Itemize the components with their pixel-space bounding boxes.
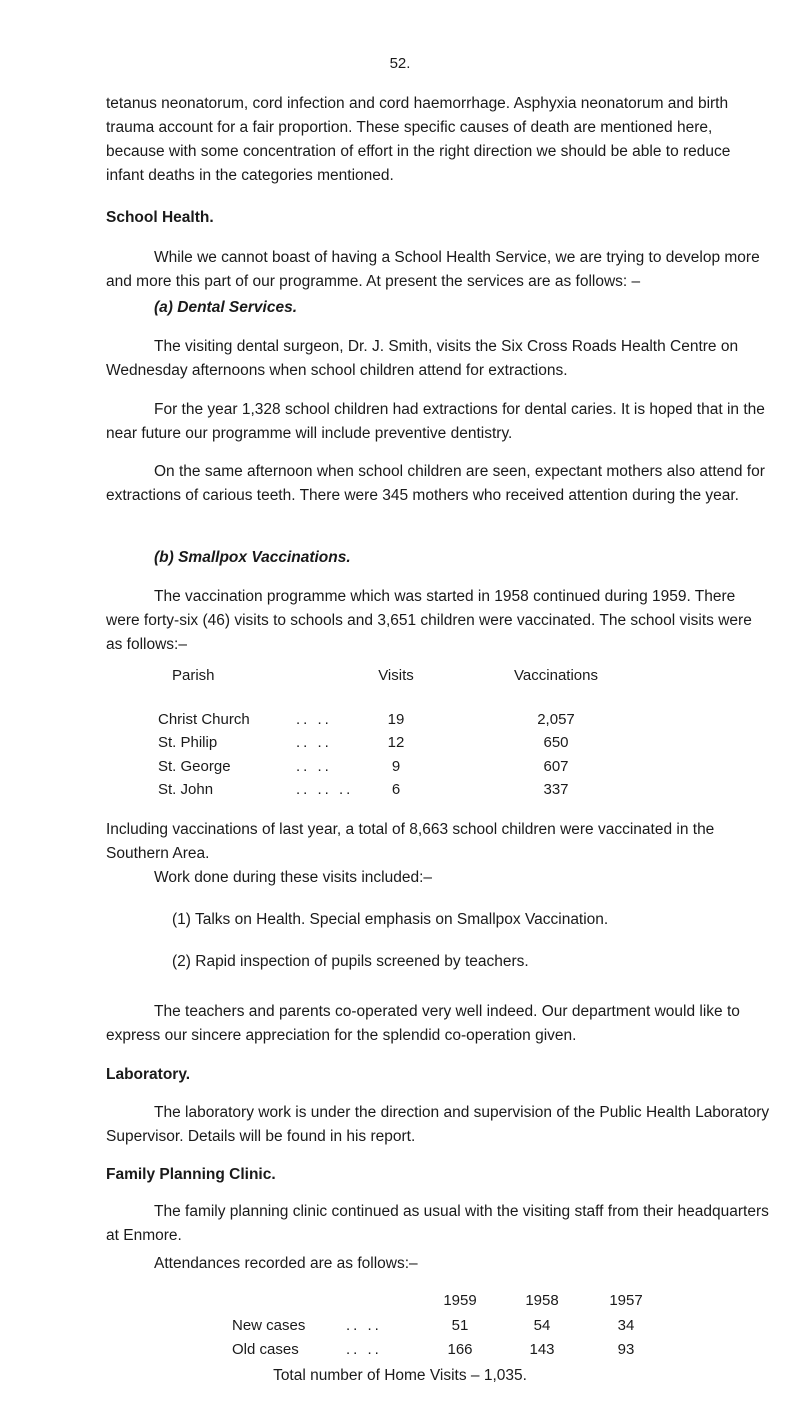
leader-dots: .. .. .. xyxy=(296,780,354,798)
attendance-value: 51 xyxy=(451,1317,469,1335)
attendance-label: Old cases xyxy=(232,1341,299,1359)
visits-value: 12 xyxy=(387,734,405,752)
family-p-block xyxy=(106,1200,770,1248)
attendance-table xyxy=(232,1288,664,1362)
leader-dots: .. .. xyxy=(346,1341,382,1359)
parish-vaccination-table xyxy=(158,664,646,801)
visits-value: 19 xyxy=(387,711,405,728)
teachers-block xyxy=(106,1000,770,1048)
header-spacer xyxy=(326,1288,424,1314)
leader-dots: .. .. xyxy=(296,711,332,728)
dental-paragraph-1: The visiting dental surgeon, Dr. J. Smith, visits the Six Cross Roads Health Centre on Wednesday afternoons when school children attend for extractions. xyxy=(106,338,739,380)
family-planning-paragraph: The family planning clinic continued as usual with the visiting staff from their headquarters at Enmore. xyxy=(106,1203,769,1245)
smallpox-paragraph-2: Including vaccinations of last year, a total of 8,663 school children were vaccinated in the Southern Area. xyxy=(106,821,715,863)
attendance-header-row xyxy=(232,1288,664,1314)
attendance-value: 143 xyxy=(529,1341,555,1359)
vaccinations-value: 607 xyxy=(543,757,569,775)
school-health-section xyxy=(106,206,770,230)
intro-paragraph xyxy=(106,92,770,188)
work-done-block xyxy=(154,866,754,974)
attendances-intro: Attendances recorded are as follows:– xyxy=(154,1255,418,1272)
vaccinations-value: 650 xyxy=(543,734,569,752)
table-header-row xyxy=(158,664,646,708)
dental-paragraph-3: On the same afternoon when school children are seen, expectant mothers also attend for extractions of carious teeth. There were 345 mothers who received attention during the year. xyxy=(106,463,765,505)
attendance-label: New cases xyxy=(232,1317,306,1335)
visits-value: 6 xyxy=(391,780,401,798)
table-row xyxy=(158,731,646,754)
page-number: 52. xyxy=(389,55,411,72)
leader-dots: .. .. xyxy=(296,734,332,752)
home-visits-block xyxy=(0,1364,800,1388)
attendance-value: 54 xyxy=(533,1317,551,1335)
header-visits: Visits xyxy=(378,667,414,684)
laboratory-paragraph: The laboratory work is under the direction and supervision of the Public Health Laboratory Supervisor. Details will be found in his report. xyxy=(106,1104,770,1146)
dental-p1-block xyxy=(106,335,770,383)
smallpox-p1-block xyxy=(106,585,770,657)
smallpox-paragraph-1: The vaccination programme which was started in 1958 continued during 1959. There were forty-six (46) visits to schools and 3,651 children were vaccinated. The school visits were as follows:– xyxy=(106,588,752,654)
vaccinations-value: 2,057 xyxy=(537,711,575,728)
header-parish: Parish xyxy=(172,667,215,684)
smallpox-heading-block xyxy=(106,546,770,570)
attendance-value: 34 xyxy=(617,1317,635,1335)
laboratory-heading-block xyxy=(106,1063,770,1087)
work-item-2: (2) Rapid inspection of pupils screened by teachers. xyxy=(172,953,529,971)
dental-p3-block xyxy=(106,460,770,508)
header-spacer xyxy=(296,664,356,708)
table-row xyxy=(158,755,646,778)
attendance-value: 93 xyxy=(617,1341,635,1359)
work-done-intro: Work done during these visits included:– xyxy=(154,869,433,886)
vaccinations-value: 337 xyxy=(543,780,569,798)
parish-name: Christ Church xyxy=(158,711,250,728)
smallpox-p2-block xyxy=(106,818,770,866)
attendance-row xyxy=(232,1314,664,1338)
header-blank xyxy=(232,1288,326,1314)
dental-p2-block xyxy=(106,398,770,446)
table-row xyxy=(158,778,646,801)
table-row xyxy=(158,708,646,731)
year-1957: 1957 xyxy=(609,1292,643,1310)
family-heading-block xyxy=(106,1163,770,1187)
smallpox-heading: (b) Smallpox Vaccinations. xyxy=(154,549,351,566)
parish-name: St. Philip xyxy=(158,734,218,752)
dental-services-heading: (a) Dental Services. xyxy=(154,299,298,316)
parish-name: St. John xyxy=(158,780,214,798)
parish-name: St. George xyxy=(158,757,231,775)
visits-value: 9 xyxy=(391,757,401,775)
work-item-1: (1) Talks on Health. Special emphasis on Smallpox Vaccination. xyxy=(172,911,609,929)
school-health-heading: School Health. xyxy=(106,209,214,226)
paragraph-infant-deaths: tetanus neonatorum, cord infection and cord haemorrhage. Asphyxia neonatorum and birth trauma account for a fair proportion. These specific causes of death are mentioned here, because with some concentration of effort in the right direction we should be able to reduce infant deaths in the categories mentioned. xyxy=(106,95,731,185)
teachers-paragraph: The teachers and parents co-operated very well indeed. Our department would like to express our sincere appreciation for the splendid co-operation given. xyxy=(106,1003,740,1045)
laboratory-heading: Laboratory. xyxy=(106,1066,191,1083)
attendances-intro-block xyxy=(154,1252,800,1276)
leader-dots: .. .. xyxy=(346,1317,382,1335)
family-planning-heading: Family Planning Clinic. xyxy=(106,1166,276,1183)
home-visits-total: Total number of Home Visits – 1,035. xyxy=(273,1367,527,1384)
school-health-intro: While we cannot boast of having a School Health Service, we are trying to develop more and more this part of our programme. At present the services are as follows: – xyxy=(106,249,760,291)
header-vaccinations: Vaccinations xyxy=(514,667,598,684)
laboratory-p-block xyxy=(106,1101,770,1149)
dental-paragraph-2: For the year 1,328 school children had extractions for dental caries. It is hoped that in the near future our programme will include preventive dentistry. xyxy=(106,401,765,443)
attendance-value: 166 xyxy=(447,1341,473,1359)
school-health-intro-block xyxy=(106,246,770,294)
year-1958: 1958 xyxy=(525,1292,559,1310)
year-1959: 1959 xyxy=(443,1292,477,1310)
leader-dots: .. .. xyxy=(296,757,332,775)
attendance-row xyxy=(232,1338,664,1362)
dental-heading-block xyxy=(106,296,770,320)
